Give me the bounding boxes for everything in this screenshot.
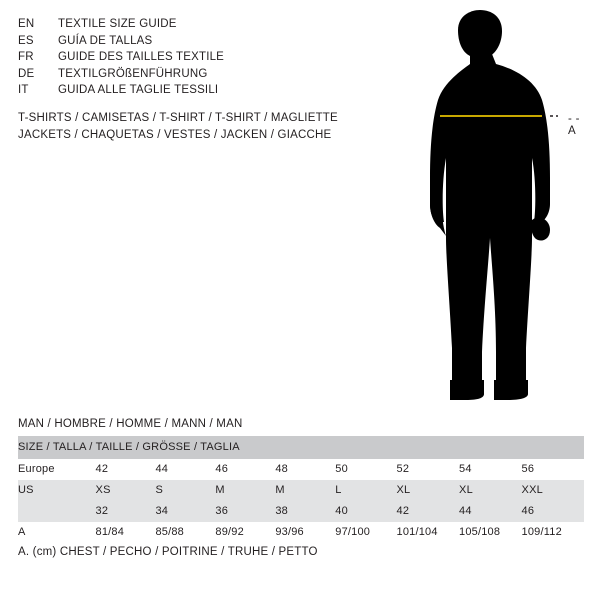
- cell: 85/88: [155, 522, 215, 543]
- cell: S: [155, 480, 215, 501]
- language-row: [18, 16, 378, 33]
- cell: 44: [155, 459, 215, 480]
- cell: 56: [522, 459, 584, 480]
- language-text: GUIDE DES TAILLES TEXTILE: [58, 51, 225, 63]
- language-row: [18, 33, 378, 50]
- cell: XS: [96, 480, 156, 501]
- language-code: FR: [18, 51, 34, 63]
- cell: 42: [397, 501, 460, 522]
- cell: 101/104: [397, 522, 460, 543]
- cell: M: [215, 480, 275, 501]
- language-text: GUÍA DE TALLAS: [58, 34, 153, 47]
- language-code: IT: [18, 84, 29, 96]
- language-text: GUIDA ALLE TAGLIE TESSILI: [58, 84, 219, 96]
- table-row: [18, 522, 584, 543]
- cell: L: [335, 480, 396, 501]
- row-label: [18, 501, 96, 522]
- cell: 50: [335, 459, 396, 480]
- language-row: [18, 82, 378, 99]
- cell: 109/112: [522, 522, 584, 543]
- cell: 46: [522, 501, 584, 522]
- language-code: EN: [18, 18, 35, 30]
- cell: M: [275, 480, 335, 501]
- cell: 46: [215, 459, 275, 480]
- cell: 89/92: [215, 522, 275, 543]
- language-guide-block: [18, 16, 378, 99]
- language-row: [18, 66, 378, 83]
- cell: 32: [96, 501, 156, 522]
- cell: 36: [215, 501, 275, 522]
- table-row: [18, 459, 584, 480]
- language-row: [18, 49, 378, 66]
- category-tshirts: T-SHIRTS / CAMISETAS / T-SHIRT / T-SHIRT / MAGLIETTE: [18, 112, 338, 124]
- table-header-row: [18, 436, 584, 459]
- cell: 38: [275, 501, 335, 522]
- language-code: DE: [18, 67, 35, 80]
- size-table: [18, 436, 584, 543]
- cell: 97/100: [335, 522, 396, 543]
- category-jackets: JACKETS / CHAQUETAS / VESTES / JACKEN / GIACCHE: [18, 129, 332, 141]
- chest-measure-label: - - A: [568, 113, 580, 137]
- cell: 34: [155, 501, 215, 522]
- table-title: MAN / HOMBRE / HOMME / MANN / MAN: [18, 418, 243, 430]
- cell: XL: [397, 480, 460, 501]
- cell: 48: [275, 459, 335, 480]
- table-row: [18, 501, 584, 522]
- cell: 93/96: [275, 522, 335, 543]
- cell: XL: [459, 480, 522, 501]
- row-label: US: [18, 480, 96, 501]
- language-text: TEXTILE SIZE GUIDE: [58, 18, 177, 30]
- language-text: TEXTILGRÖßENFÜHRUNG: [58, 67, 208, 80]
- cell: 52: [397, 459, 460, 480]
- language-code: ES: [18, 34, 34, 47]
- cell: 54: [459, 459, 522, 480]
- table-row: [18, 480, 584, 501]
- cell: 40: [335, 501, 396, 522]
- male-silhouette-figure: [400, 8, 590, 408]
- silhouette-icon: [400, 8, 590, 408]
- cell: XXL: [522, 480, 584, 501]
- row-label: A: [18, 522, 96, 543]
- garment-category-block: [18, 110, 418, 144]
- table-header-label: SIZE / TALLA / TAILLE / GRÖSSE / TAGLIA: [18, 436, 584, 459]
- chest-footnote: A. (cm) CHEST / PECHO / POITRINE / TRUHE / PETTO: [18, 546, 318, 558]
- cell: 81/84: [96, 522, 156, 543]
- row-label: Europe: [18, 459, 96, 480]
- size-table-area: [18, 418, 584, 543]
- cell: 44: [459, 501, 522, 522]
- cell: 42: [96, 459, 156, 480]
- cell: 105/108: [459, 522, 522, 543]
